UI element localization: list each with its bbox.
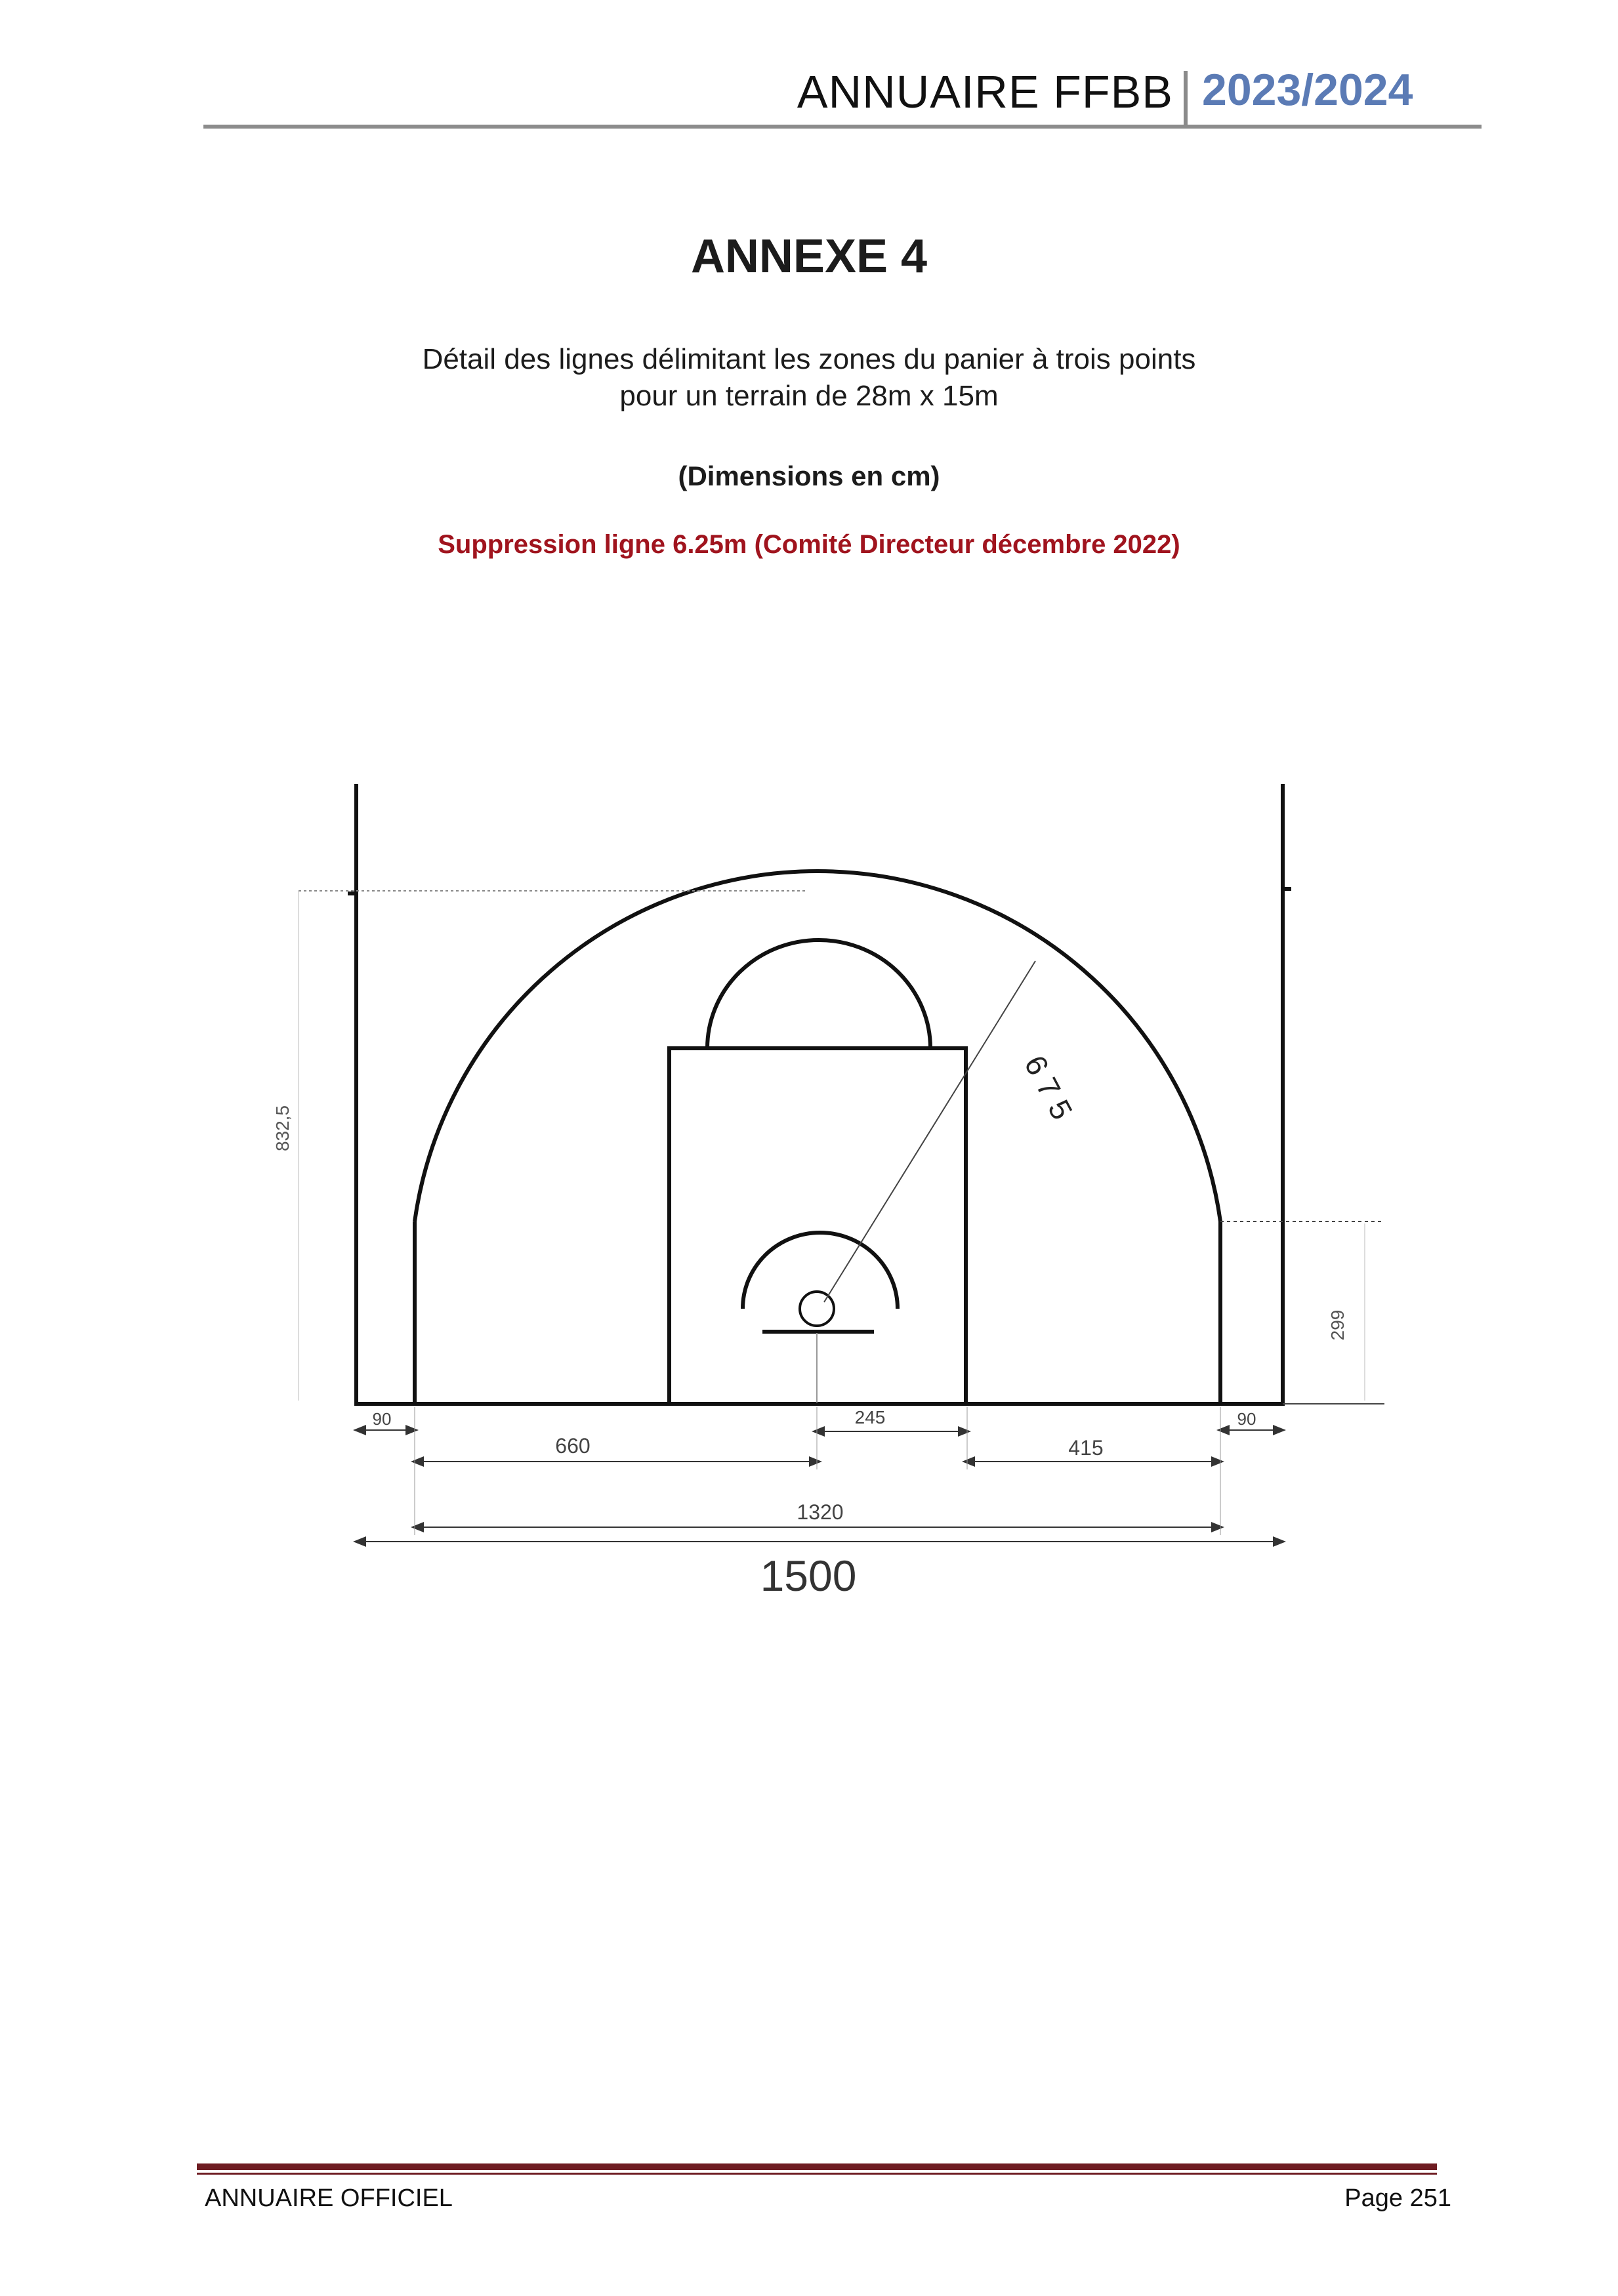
basket-ring bbox=[800, 1292, 834, 1326]
side-height-label: 299 bbox=[1327, 1309, 1348, 1341]
no-charge-arc bbox=[743, 1233, 898, 1309]
dimension-labels bbox=[373, 1407, 1256, 1600]
label-245: 245 bbox=[854, 1407, 886, 1427]
label-90-left: 90 bbox=[372, 1409, 392, 1429]
free-throw-semicircle bbox=[707, 940, 930, 1048]
court-lines bbox=[348, 784, 1291, 1404]
subtitle-line-2: pour un terrain de 28m x 15m bbox=[619, 380, 999, 412]
red-note: Suppression ligne 6.25m (Comité Directeur décembre 2022) bbox=[438, 530, 1180, 559]
label-660: 660 bbox=[555, 1434, 591, 1458]
radius-line bbox=[824, 961, 1035, 1302]
subtitle-line-1: Détail des lignes délimitant les zones du panier à trois points bbox=[422, 343, 1196, 375]
footer-left-text: ANNUAIRE OFFICIEL bbox=[205, 2184, 453, 2212]
label-415: 415 bbox=[1068, 1436, 1104, 1460]
label-1500: 1500 bbox=[760, 1551, 857, 1600]
footer-page-number: Page 251 bbox=[1344, 2184, 1451, 2212]
header-title: ANNUAIRE FFBB bbox=[797, 66, 1173, 117]
header-year: 2023/2024 bbox=[1202, 65, 1413, 115]
footer-rule bbox=[197, 2163, 1437, 2170]
footer-rule-thin bbox=[197, 2173, 1437, 2175]
label-90-right: 90 bbox=[1237, 1409, 1256, 1429]
three-point-line bbox=[415, 871, 1220, 1404]
page-title: ANNEXE 4 bbox=[690, 230, 928, 283]
radius-label: 6 7 5 bbox=[1018, 1050, 1080, 1126]
height-label: 832,5 bbox=[272, 1105, 293, 1152]
dimensions-note: (Dimensions en cm) bbox=[678, 461, 940, 491]
label-1320: 1320 bbox=[797, 1500, 844, 1524]
basket-area bbox=[743, 1233, 898, 1403]
